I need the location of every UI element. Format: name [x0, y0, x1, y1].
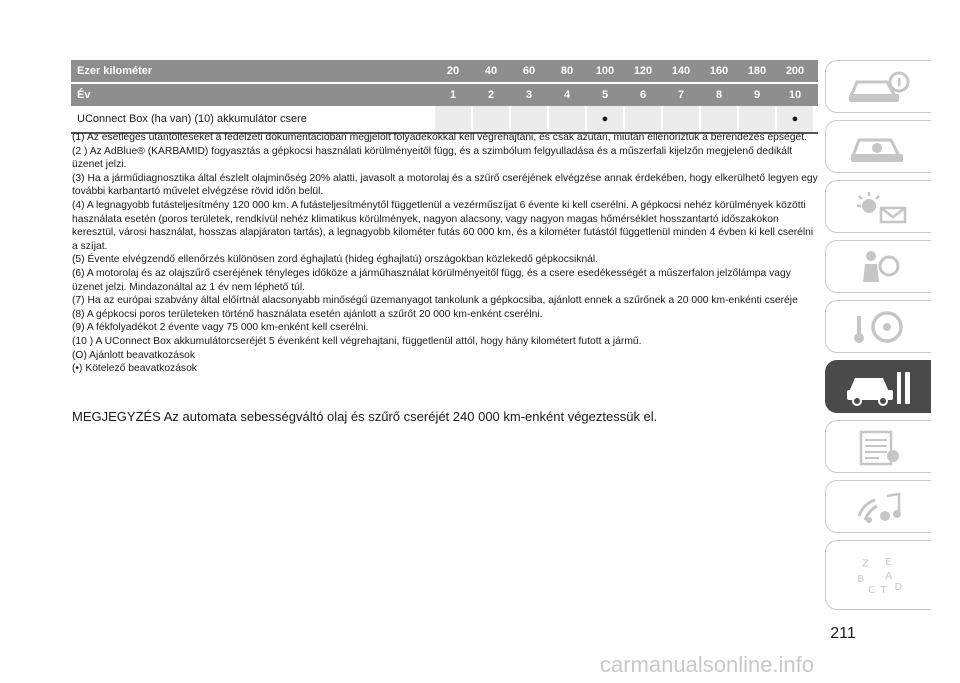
- row-cell: ●: [777, 106, 813, 132]
- technical-data-icon: [843, 426, 915, 468]
- row-cell: [625, 106, 661, 132]
- tab-steering-wheel[interactable]: [825, 300, 931, 353]
- footnotes: [72, 131, 820, 376]
- km-header-label: Ezer kilométer: [77, 65, 153, 77]
- watermark: carmanualsonline.info: [600, 652, 815, 677]
- row-cell: [701, 106, 737, 132]
- year-header-cell: 1: [449, 89, 457, 101]
- maintenance-table: [71, 60, 818, 134]
- svg-text:C: C: [867, 584, 875, 596]
- footnote: (6) A motorolaj és az olajszűrő cseréjének tényleges időköze a járműhasználat körülményeitől függ, és a csere esedékességét a műszerfalon jelzőlámpa vagy üzenet jelzi. Mindazonáltal az 1 év nem léphető túl.: [72, 267, 791, 293]
- tab-car-dashboard[interactable]: [825, 120, 931, 173]
- index-abc-icon: [843, 554, 915, 596]
- year-header-cell: 9: [753, 89, 761, 101]
- year-header-cell: 6: [639, 89, 647, 101]
- footnote: (•) Kötelező beavatkozások: [72, 363, 197, 375]
- tab-index-abc[interactable]: [825, 540, 931, 610]
- row-cell: [435, 106, 471, 132]
- year-header-cell: 2: [487, 89, 495, 101]
- footnote: (10 ) A UConnect Box akkumulátorcseréjét 5 évenként kell végrehajtani, függetlenül attól, hogy hány kilométert futott a jármű.: [72, 335, 642, 347]
- km-header-cell: 120: [633, 65, 653, 77]
- footnote: (8) A gépkocsi poros területeken történő használata esetén ajánlott a szűrőt 20 000 km-enként cserélni.: [72, 308, 543, 320]
- tab-warning-lights[interactable]: [825, 180, 931, 233]
- km-header-cell: 140: [671, 65, 691, 77]
- svg-text:D: D: [894, 581, 902, 593]
- year-header-cell: 3: [525, 89, 533, 101]
- row-cell: ●: [587, 106, 623, 132]
- row-cell: [739, 106, 775, 132]
- year-header-label: Év: [77, 89, 91, 101]
- footnote: (4) A legnagyobb futásteljesítmény 120 000 km. A futásteljesítménytől függetlenül a vezérműszíjat 6 évente ki kell cserélni. A gépkocsi nehéz körülmények közötti használata esetén (poros területek, rendkívül nehéz klimatikus körülmények, nagyon alacsony, vagy nagyon magas hőmérséklet hosszantartó időszakokon keresztül, városi használat, hosszas alapjáraton tartás), a legnagyobb kilométer futás 60 000 km, és a kilométer futástól függetlenül minden 4 évben ki kell cserélni a szíjat.: [72, 199, 814, 252]
- page-number: 211: [830, 625, 856, 642]
- km-header-cell: 200: [785, 65, 805, 77]
- airbag-safety-icon: [843, 246, 915, 288]
- row-cell: [663, 106, 699, 132]
- footnote: (5) Évente elvégzendő ellenőrzés különösen zord éghajlatú (hideg éghajlatú) országokban közlekedő gépkocsiknál.: [72, 254, 599, 266]
- year-header-cell: 10: [788, 89, 802, 101]
- tab-car-maintenance[interactable]: [825, 360, 931, 413]
- steering-wheel-icon: [843, 306, 915, 348]
- year-header-cell: 4: [563, 89, 571, 101]
- row-cell: [511, 106, 547, 132]
- row-label: UConnect Box (ha van) (10) akkumulátor csere: [77, 113, 307, 125]
- row-cell: [549, 106, 585, 132]
- km-header-row: [71, 60, 818, 82]
- svg-text:A: A: [884, 570, 892, 582]
- km-header-cell: 160: [709, 65, 729, 77]
- svg-text:Z: Z: [861, 558, 869, 570]
- footnote: (O) Ajánlott beavatkozások: [72, 349, 196, 361]
- footnote-rest: ® (KARBAMID) fogyasztás a gépkocsi használati körülményeitől függ, és a szimbólum felgyulladása és a műszerfali kijelzőn megjelenő dedikált üzenet jelzi.: [72, 145, 793, 171]
- footnote: (7) Ha az európai szabvány által előírtnál alacsonyabb minőségű üzemanyagot tankolunk a gépkocsiba, ajánlott ennek a szűrőnek a 20 000 km-enkénti cseréje: [72, 295, 798, 307]
- footnote-prefix: (2 ) Az AdBlue: [72, 145, 138, 157]
- car-dashboard-icon: [843, 126, 915, 168]
- footnote: (1) Az esetleges utántöltéseket a fedélzeti dokumentációban megjelölt folyadékokkal kell végrehajtani, és csak azután, miután ellenőriztük a berendezés épségét.: [72, 132, 807, 143]
- svg-text:T: T: [880, 584, 887, 596]
- year-header-cell: 5: [601, 89, 609, 101]
- car-maintenance-icon: [843, 366, 915, 408]
- footnote: [72, 145, 820, 172]
- row-cell: [473, 106, 509, 132]
- multimedia-icon: [843, 486, 915, 528]
- car-info-icon: [843, 66, 915, 108]
- km-header-cell: 100: [595, 65, 615, 77]
- km-header-cell: 80: [560, 65, 574, 77]
- km-header-cell: 60: [522, 65, 536, 77]
- year-header-cell: 8: [715, 89, 723, 101]
- svg-text:B: B: [856, 574, 864, 585]
- year-header-cell: 7: [677, 89, 685, 101]
- km-header-cell: 20: [446, 65, 460, 77]
- tab-airbag-safety[interactable]: [825, 240, 931, 293]
- svg-text:E: E: [884, 556, 892, 568]
- footnote: (3) Ha a járműdiagnosztika által észlelt olajminőség 20% alatti, javasolt a motorolaj és a szűrő cseréjének elvégzése annak érdekében, hogy elkerülhető legyen egy további karbantartó művelet elvégzése rövid időn belül.: [72, 172, 818, 198]
- table-row: [71, 106, 818, 134]
- year-header-row: [71, 84, 818, 106]
- km-header-cell: 180: [747, 65, 767, 77]
- km-header-cell: 40: [484, 65, 498, 77]
- footnote: (9) A fékfolyadékot 2 évente vagy 75 000 km-enként kell cserélni.: [72, 322, 369, 334]
- warning-lights-icon: [843, 186, 915, 228]
- notice-text: MEGJEGYZÉS Az automata sebességváltó olaj és szűrő cseréjét 240 000 km-enként végeztessük el.: [72, 409, 658, 424]
- tab-car-info[interactable]: [825, 60, 931, 113]
- tab-multimedia[interactable]: [825, 480, 931, 533]
- tab-technical-data[interactable]: [825, 420, 931, 473]
